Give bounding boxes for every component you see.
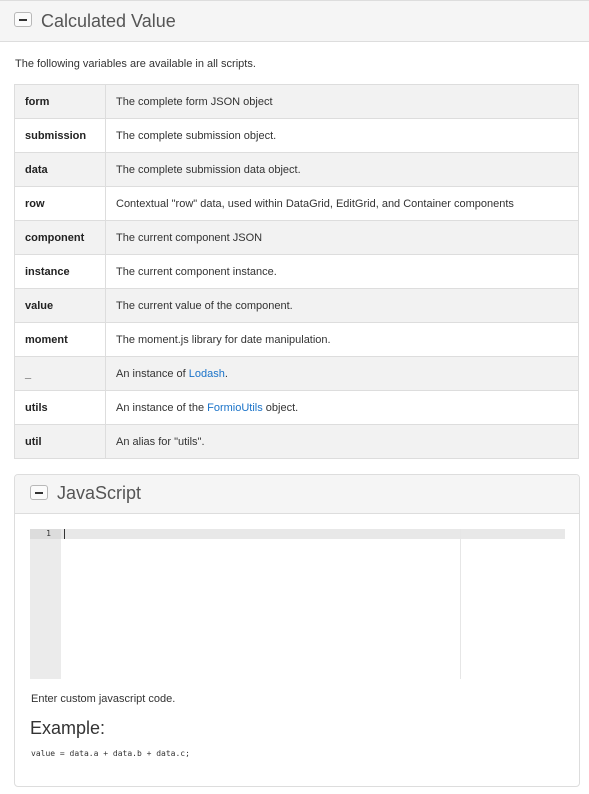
description-prefix: An instance of the xyxy=(116,401,208,414)
example-code: value = data.a + data.b + data.c; xyxy=(31,749,190,758)
table-row xyxy=(15,323,579,357)
table-row xyxy=(15,289,579,323)
variable-description: The current component instance. xyxy=(106,255,579,289)
table-row xyxy=(15,221,579,255)
collapse-icon[interactable] xyxy=(30,485,48,500)
javascript-panel xyxy=(14,474,580,787)
variable-description: The complete form JSON object xyxy=(106,85,579,119)
variable-description xyxy=(106,391,579,425)
description-suffix: object. xyxy=(262,401,299,414)
variables-intro: The following variables are available in all scripts. xyxy=(15,58,256,70)
variable-name: submission xyxy=(15,119,106,153)
variable-description: Contextual "row" data, used within DataGrid, EditGrid, and Container components xyxy=(106,187,579,221)
variable-name: value xyxy=(15,289,106,323)
lodash-link[interactable]: Lodash xyxy=(188,367,225,380)
variable-name: _ xyxy=(15,357,106,391)
panel-title: Calculated Value xyxy=(41,11,176,31)
table-row xyxy=(15,85,579,119)
table-row xyxy=(15,425,579,459)
print-margin xyxy=(460,529,461,679)
table-row xyxy=(15,357,579,391)
description-suffix: . xyxy=(224,367,228,380)
variable-description: The current value of the component. xyxy=(106,289,579,323)
table-row xyxy=(15,187,579,221)
variable-name: instance xyxy=(15,255,106,289)
variable-description: An alias for "utils". xyxy=(106,425,579,459)
editor-gutter xyxy=(30,529,61,679)
line-number: 1 xyxy=(30,529,61,539)
table-row xyxy=(15,119,579,153)
calculated-value-panel-header[interactable] xyxy=(0,0,589,42)
active-line-highlight xyxy=(61,529,565,539)
minus-icon xyxy=(19,19,27,21)
variable-description: The complete submission data object. xyxy=(106,153,579,187)
example-heading: Example: xyxy=(30,718,106,738)
variable-name: utils xyxy=(15,391,106,425)
table-row xyxy=(15,255,579,289)
code-editor[interactable] xyxy=(30,529,565,679)
variable-name: moment xyxy=(15,323,106,357)
table-row xyxy=(15,153,579,187)
collapse-icon[interactable] xyxy=(14,12,32,27)
javascript-panel-header[interactable] xyxy=(15,475,579,514)
variable-name: data xyxy=(15,153,106,187)
variables-table xyxy=(14,84,579,459)
variable-description: The moment.js library for date manipulation. xyxy=(106,323,579,357)
minus-icon xyxy=(35,492,43,494)
variable-name: util xyxy=(15,425,106,459)
variable-name: row xyxy=(15,187,106,221)
table-row xyxy=(15,391,579,425)
variable-description xyxy=(106,357,579,391)
variable-description: The current component JSON xyxy=(106,221,579,255)
text-cursor xyxy=(64,529,65,539)
help-text: Enter custom javascript code. xyxy=(31,693,176,705)
formioutils-link[interactable]: FormioUtils xyxy=(207,401,263,414)
variable-name: form xyxy=(15,85,106,119)
variable-description: The complete submission object. xyxy=(106,119,579,153)
panel-title: JavaScript xyxy=(57,483,142,503)
variable-name: component xyxy=(15,221,106,255)
description-prefix: An instance of xyxy=(116,367,189,380)
